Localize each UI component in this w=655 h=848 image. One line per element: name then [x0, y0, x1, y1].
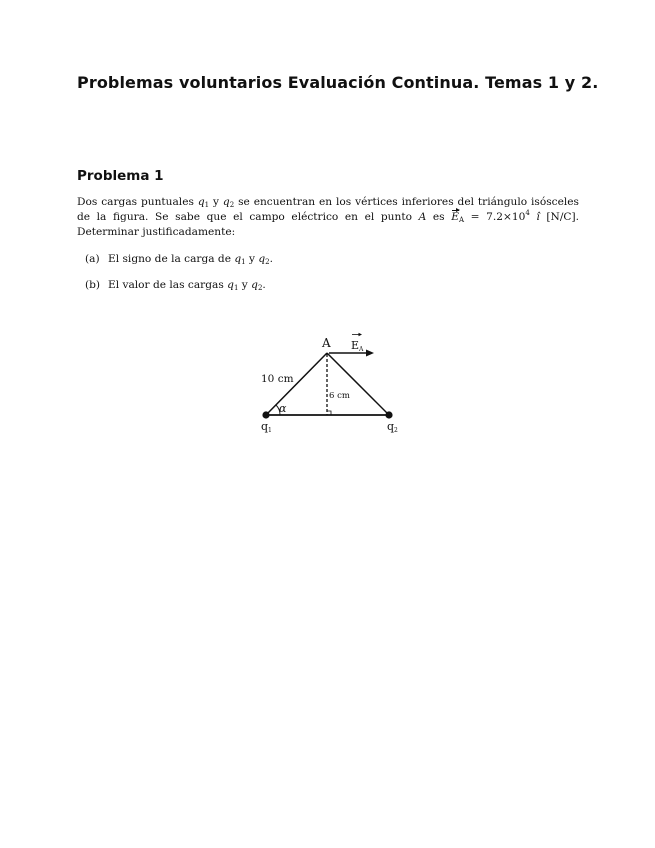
charge-q2-symbol: $q_2$: [251, 279, 263, 292]
charge-q2-symbol: $q_2$: [258, 253, 270, 266]
angle-alpha-label: α: [279, 402, 287, 415]
unit-vector-i: î: [536, 211, 540, 223]
charge-q2-point: [385, 411, 392, 418]
statement-text-4: es: [426, 211, 452, 223]
triangle-figure: [250, 330, 410, 436]
statement-text-1: Dos cargas puntuales: [77, 196, 198, 208]
point-a-label: A: [322, 336, 331, 350]
charge-q1-label: q1: [261, 420, 272, 434]
statement-text-2: y: [209, 196, 223, 208]
point-a-symbol: A: [418, 211, 427, 223]
statement-text-6: [N/C]. Determinar justificadamente:: [77, 211, 580, 238]
field-label: EA: [351, 339, 364, 353]
height-label: 6 cm: [329, 391, 350, 401]
field-exponent: 4: [525, 209, 530, 217]
field-label-arrowhead: [359, 333, 363, 336]
charge-q1-symbol: $q_1$: [197, 196, 210, 209]
item-marker: (a): [85, 253, 100, 265]
document-title: Problemas voluntarios Evaluación Continua. Temas 1 y 2.: [77, 73, 599, 92]
item-marker: (b): [85, 279, 101, 291]
charge-q1-symbol: $q_1$: [227, 279, 239, 292]
field-vector-symbol: $E_A$: [451, 211, 464, 224]
question-item-a: (a) El signo de la carga de $q_1$ y $q_2$.: [85, 253, 273, 266]
charge-q1-symbol: $q_1$: [234, 253, 246, 266]
field-arrow-head: [366, 350, 374, 357]
triangle-right-side: [327, 353, 389, 415]
question-list: [85, 252, 273, 304]
charge-q1-point: [262, 411, 269, 418]
question-item-b: (b) El valor de las cargas $q_1$ y $q_2$.: [85, 279, 266, 292]
charge-q2-label: q2: [387, 420, 398, 434]
side-length-label: 10 cm: [261, 373, 294, 385]
field-value: = 7.2×10: [464, 211, 526, 223]
charge-q2-symbol: $q_2$: [222, 196, 235, 209]
problem-statement: [77, 195, 579, 240]
statement-text-3: se encuentran en los vértices inferiores del triángulo isósceles de la figura. Se sabe que el campo eléctrico en el punto: [77, 196, 579, 223]
problem-heading: Problema 1: [77, 168, 164, 184]
item-text: El valor de las cargas: [108, 279, 228, 291]
item-text: El signo de la carga de: [108, 253, 235, 265]
